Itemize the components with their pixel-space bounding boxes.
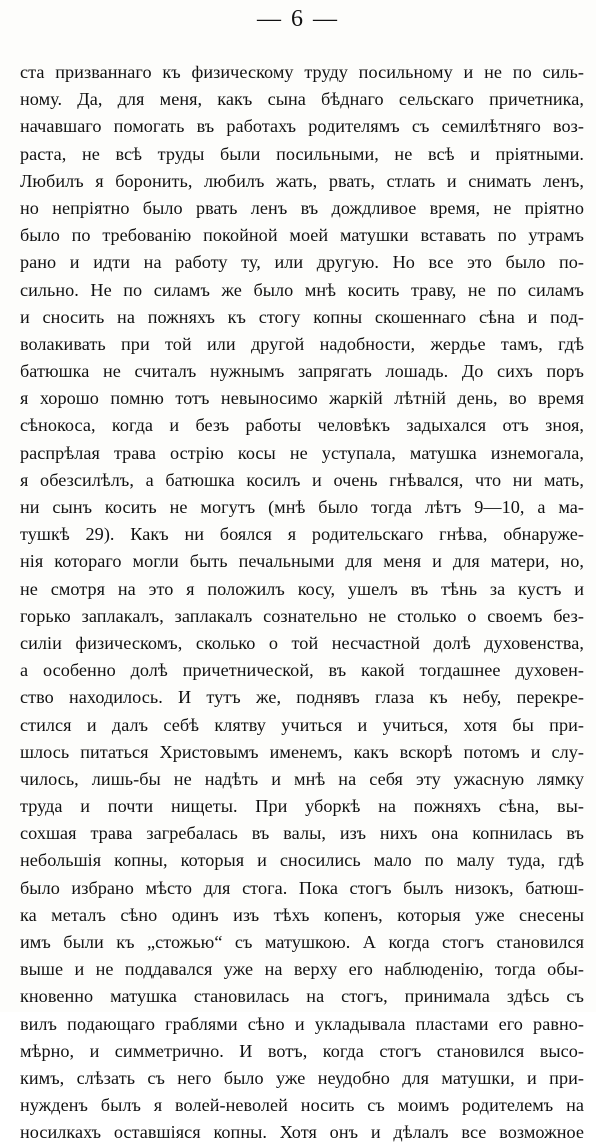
text-line: шлось питаться Христовымъ именемъ, какъ вскорѣ потомъ и слу- (20, 741, 584, 762)
text-line: небольшія копны, которыя и сносились мало по малу туда, гдѣ (20, 850, 584, 871)
text-line: труда и почти нищеты. При уборкѣ на пожняхъ сѣна, вы- (20, 796, 584, 817)
text-line: мѣрно, и симметрично. И вотъ, когда стогъ становился высо- (20, 1040, 584, 1061)
text-line: было по требованію покойной моей матушки вставать по утрамъ (20, 225, 584, 246)
text-line: носилкахъ оставшіяся копны. Хотя онъ и дѣлалъ все возможное (20, 1122, 584, 1143)
body-text (20, 59, 584, 1147)
text-line: ста призваннаго къ физическому труду посильному и не по силь- (20, 62, 584, 82)
text-line: волакивать при той или другой надобности, жердье тамъ, гдѣ (20, 333, 584, 354)
text-line: распрѣлая трава острію косы не уступала, матушка изнемогала, (20, 442, 584, 463)
text-line: рано и идти на работу ту, или другую. Но все это было по- (20, 252, 584, 273)
text-line: кновенно матушка становилась на стогъ, принимала здѣсь съ (20, 986, 584, 1007)
text-line: имъ были къ „стожью“ съ матушкою. А когда стогъ становился (20, 932, 584, 952)
page-number: — 6 — (257, 6, 339, 32)
text-line: я обезсилѣлъ, а батюшка косилъ и очень гнѣвался, что ни мать, (20, 469, 584, 490)
text-line: сохшая трава загребалась въ валы, изъ нихъ она копнилась въ (20, 823, 584, 844)
text-line: вилъ подающаго граблями сѣно и укладывала пластами его равно- (20, 1013, 584, 1034)
text-line: я хорошо помню тотъ невыносимо жаркій лѣтній день, во время (20, 388, 584, 409)
text-line: ни сынъ косить не могутъ (мнѣ было тогда лѣтъ 9—10, а ма- (20, 497, 584, 517)
text-line: раста, не всѣ труды были посильными, не всѣ и пріятными. (20, 143, 584, 164)
text-line: было избрано мѣсто для стога. Пока стогъ былъ низокъ, батюш- (20, 877, 584, 898)
text-line: батюшка не считалъ нужнымъ запрягать лошадь. До сихъ поръ (20, 361, 584, 382)
text-line: силіи физическомъ, сколько о той несчастной долѣ духовенства, (20, 632, 584, 653)
text-line: чилось, лишь-бы не надѣть и мнѣ на себя эту ужасную лямку (20, 768, 584, 789)
text-line: сѣнокоса, когда и безъ работы человѣкъ задыхался отъ зноя, (20, 415, 584, 436)
text-line: ному. Да, для меня, какъ сына бѣднаго сельскаго причетника, (20, 89, 584, 110)
text-line: но непріятно было рвать ленъ въ дождливое время, не пріятно (20, 197, 584, 218)
text-line: ство находилось. И тутъ же, поднявъ глаза къ небу, перекре- (20, 687, 584, 708)
text-line: горько заплакалъ, заплакалъ сознательно не столько о своемъ без- (20, 605, 584, 626)
text-line: не смотря на это я положилъ косу, ушелъ въ тѣнь за кустъ и (20, 578, 584, 599)
text-line: а особенно долѣ причетнической, въ какой тогдашнее духовен- (20, 660, 584, 681)
text-line: нія котораго могли быть печальными для меня и для матери, но, (20, 551, 584, 572)
text-line: начавшаго помогать въ работахъ родителямъ съ семилѣтняго воз- (20, 116, 584, 137)
text-line: нужденъ былъ я волей-неволей носить съ моимъ родителемъ на (20, 1095, 584, 1116)
text-line: ка металъ сѣно одинъ изъ тѣхъ копенъ, которыя уже снесены (20, 904, 584, 925)
text-line: выше и не поддавался уже на верху его наблюденію, тогда обы- (20, 959, 584, 980)
text-line: Любилъ я боронить, любилъ жать, рвать, стлать и снимать ленъ, (20, 170, 584, 191)
text-line: сильно. Не по силамъ же было мнѣ косить траву, не по силамъ (20, 279, 584, 300)
text-line: тушкѣ 29). Какъ ни боялся я родительскаго гнѣва, обнаруже- (20, 524, 584, 545)
text-line: и сносить на пожняхъ къ стогу копны скошеннаго сѣна и под- (20, 306, 584, 327)
text-line: стился и далъ себѣ клятву учиться и учиться, хотя бы при- (20, 714, 584, 735)
text-line: кимъ, слѣзать съ него было уже неудобно для матушки, и при- (20, 1067, 584, 1088)
